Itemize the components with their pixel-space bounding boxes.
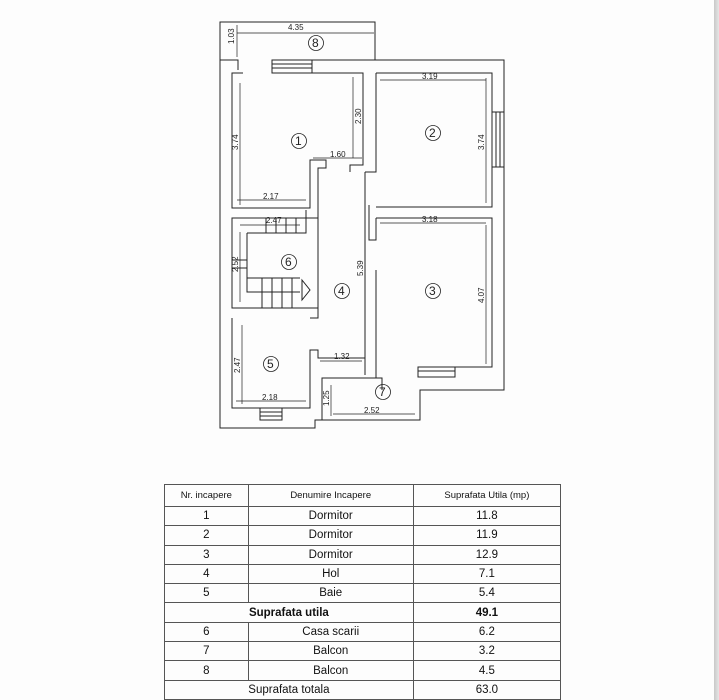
cell-name: Balcon	[248, 661, 413, 680]
svg-text:5.39: 5.39	[356, 260, 365, 276]
svg-text:2.47: 2.47	[266, 216, 282, 225]
subtotal-area: 49.1	[413, 603, 560, 622]
cell-name: Dormitor	[248, 507, 413, 526]
table-row	[165, 507, 561, 526]
cell-area: 12.9	[413, 545, 560, 564]
svg-text:4: 4	[338, 284, 345, 298]
cell-name: Casa scarii	[248, 622, 413, 641]
cell-area: 11.8	[413, 507, 560, 526]
header-name: Denumire Incapere	[248, 485, 413, 507]
header-area: Suprafata Utila (mp)	[413, 485, 560, 507]
cell-area: 11.9	[413, 526, 560, 545]
svg-text:2: 2	[429, 126, 436, 140]
cell-name: Balcon	[248, 642, 413, 661]
svg-text:8: 8	[312, 36, 319, 50]
svg-text:3.19: 3.19	[422, 72, 438, 81]
table-row	[165, 642, 561, 661]
total-area: 63.0	[413, 680, 560, 699]
svg-text:2.17: 2.17	[263, 192, 279, 201]
table-row	[165, 545, 561, 564]
cell-name: Dormitor	[248, 526, 413, 545]
svg-text:1: 1	[295, 134, 302, 148]
cell-nr: 1	[165, 507, 249, 526]
cell-nr: 2	[165, 526, 249, 545]
svg-text:2.52: 2.52	[231, 256, 240, 272]
svg-text:3: 3	[429, 284, 436, 298]
cell-area: 7.1	[413, 564, 560, 583]
cell-nr: 5	[165, 584, 249, 603]
table-row	[165, 661, 561, 680]
svg-text:1.32: 1.32	[334, 352, 350, 361]
subtotal-label: Suprafata utila	[165, 603, 414, 622]
svg-text:5: 5	[267, 357, 274, 371]
svg-text:2.30: 2.30	[354, 108, 363, 124]
svg-text:2.47: 2.47	[233, 357, 242, 373]
cell-nr: 4	[165, 564, 249, 583]
svg-text:2.52: 2.52	[364, 406, 380, 415]
total-label: Suprafata totala	[165, 680, 414, 699]
page-edge-shadow	[714, 0, 719, 700]
header-nr: Nr. incapere	[165, 485, 249, 507]
table-row	[165, 584, 561, 603]
total-row	[165, 680, 561, 699]
svg-text:1.60: 1.60	[330, 150, 346, 159]
cell-nr: 7	[165, 642, 249, 661]
svg-text:3.18: 3.18	[422, 215, 438, 224]
table-header-row	[165, 485, 561, 507]
table-row	[165, 564, 561, 583]
svg-text:4.07: 4.07	[477, 287, 486, 303]
cell-nr: 3	[165, 545, 249, 564]
table-row	[165, 526, 561, 545]
svg-text:1.25: 1.25	[322, 390, 331, 406]
cell-name: Hol	[248, 564, 413, 583]
subtotal-row	[165, 603, 561, 622]
cell-area: 6.2	[413, 622, 560, 641]
cell-area: 4.5	[413, 661, 560, 680]
cell-name: Baie	[248, 584, 413, 603]
room-area-table	[164, 484, 561, 700]
svg-text:6: 6	[285, 255, 292, 269]
cell-name: Dormitor	[248, 545, 413, 564]
svg-text:3.74: 3.74	[231, 134, 240, 150]
svg-text:2.18: 2.18	[262, 393, 278, 402]
cell-nr: 8	[165, 661, 249, 680]
svg-text:4.35: 4.35	[288, 23, 304, 32]
svg-text:7: 7	[379, 385, 386, 399]
svg-text:3.74: 3.74	[477, 134, 486, 150]
cell-area: 5.4	[413, 584, 560, 603]
cell-area: 3.2	[413, 642, 560, 661]
cell-nr: 6	[165, 622, 249, 641]
svg-text:1.03: 1.03	[227, 28, 236, 44]
table-row	[165, 622, 561, 641]
